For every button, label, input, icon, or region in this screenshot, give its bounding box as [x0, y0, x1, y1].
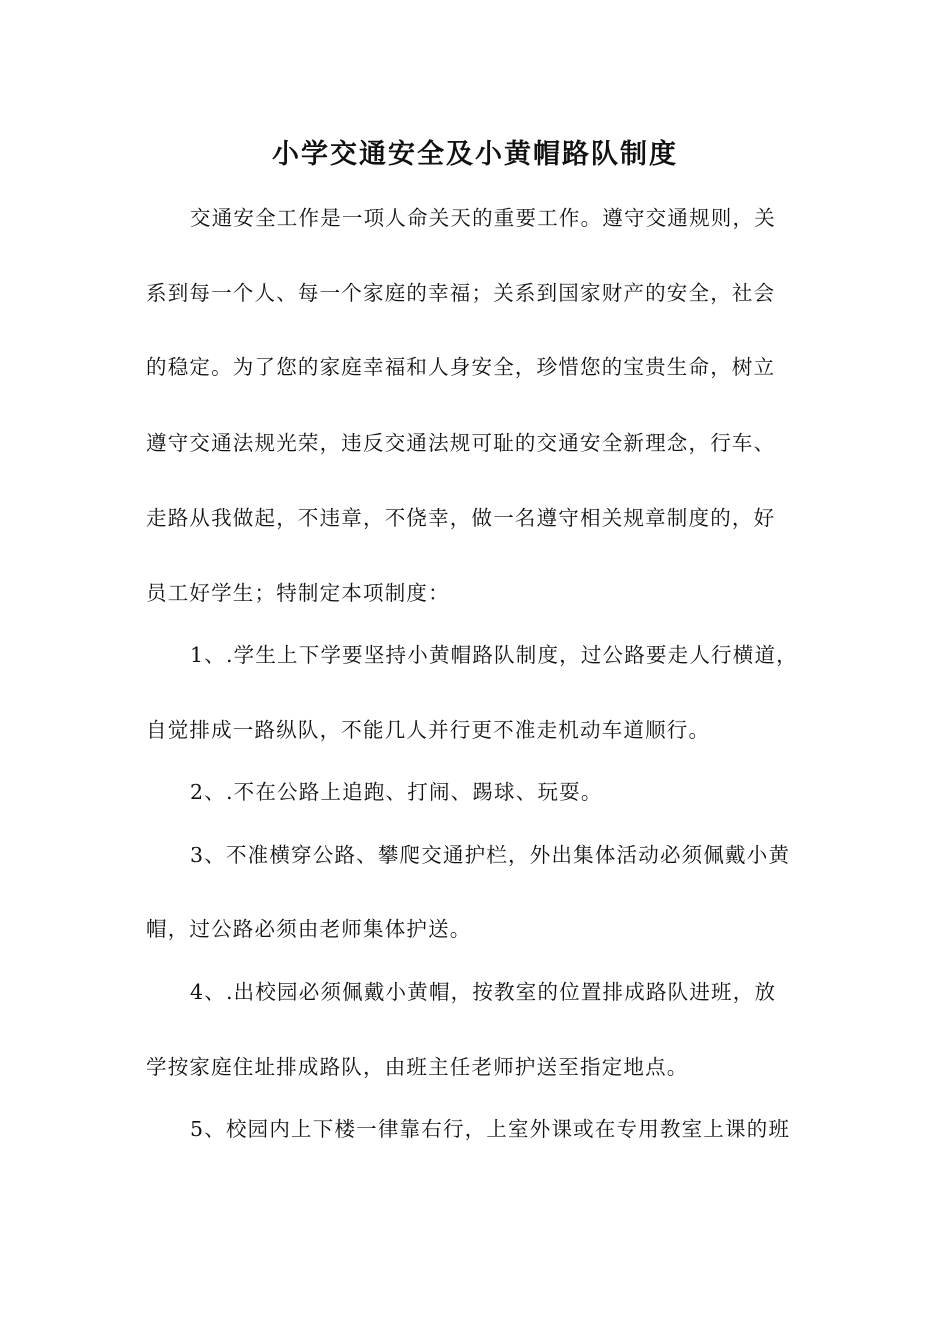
rule-item-line: 5、校园内上下楼一律靠右行，上室外课或在专用教室上课的班: [190, 1117, 791, 1141]
document-title: 小学交通安全及小黄帽路队制度: [272, 139, 678, 170]
rule-item-line: 帽，过公路必须由老师集体护送。: [146, 917, 472, 941]
paragraph-line: 遵守交通法规光荣，违反交通法规可耻的交通安全新理念，行车、: [146, 431, 776, 455]
rule-item-line: 4、.出校园必须佩戴小黄帽，按教室的位置排成路队进班，放: [190, 980, 777, 1004]
paragraph-line: 走路从我做起，不违章，不侥幸，做一名遵守相关规章制度的，好: [146, 506, 776, 530]
paragraph-line: 员工好学生；特制定本项制度：: [146, 581, 450, 605]
rule-item-line: 1、.学生上下学要坚持小黄帽路队制度，过公路要走人行横道，: [190, 643, 798, 667]
rule-item-line: 3、不准横穿公路、攀爬交通护栏，外出集体活动必须佩戴小黄: [190, 843, 791, 867]
paragraph-line: 交通安全工作是一项人命关天的重要工作。遵守交通规则，关: [190, 206, 776, 230]
rule-item-line: 学按家庭住址排成路队，由班主任老师护送至指定地点。: [146, 1055, 689, 1079]
rule-item-line: 自觉排成一路纵队，不能几人并行更不准走机动车道顺行。: [146, 718, 711, 742]
paragraph-line: 的稳定。为了您的家庭幸福和人身安全，珍惜您的宝贵生命，树立: [146, 355, 776, 379]
rule-item-line: 2、.不在公路上追跑、打闹、踢球、玩耍。: [190, 780, 603, 804]
paragraph-line: 系到每一个人、每一个家庭的幸福；关系到国家财产的安全，社会: [146, 281, 776, 305]
